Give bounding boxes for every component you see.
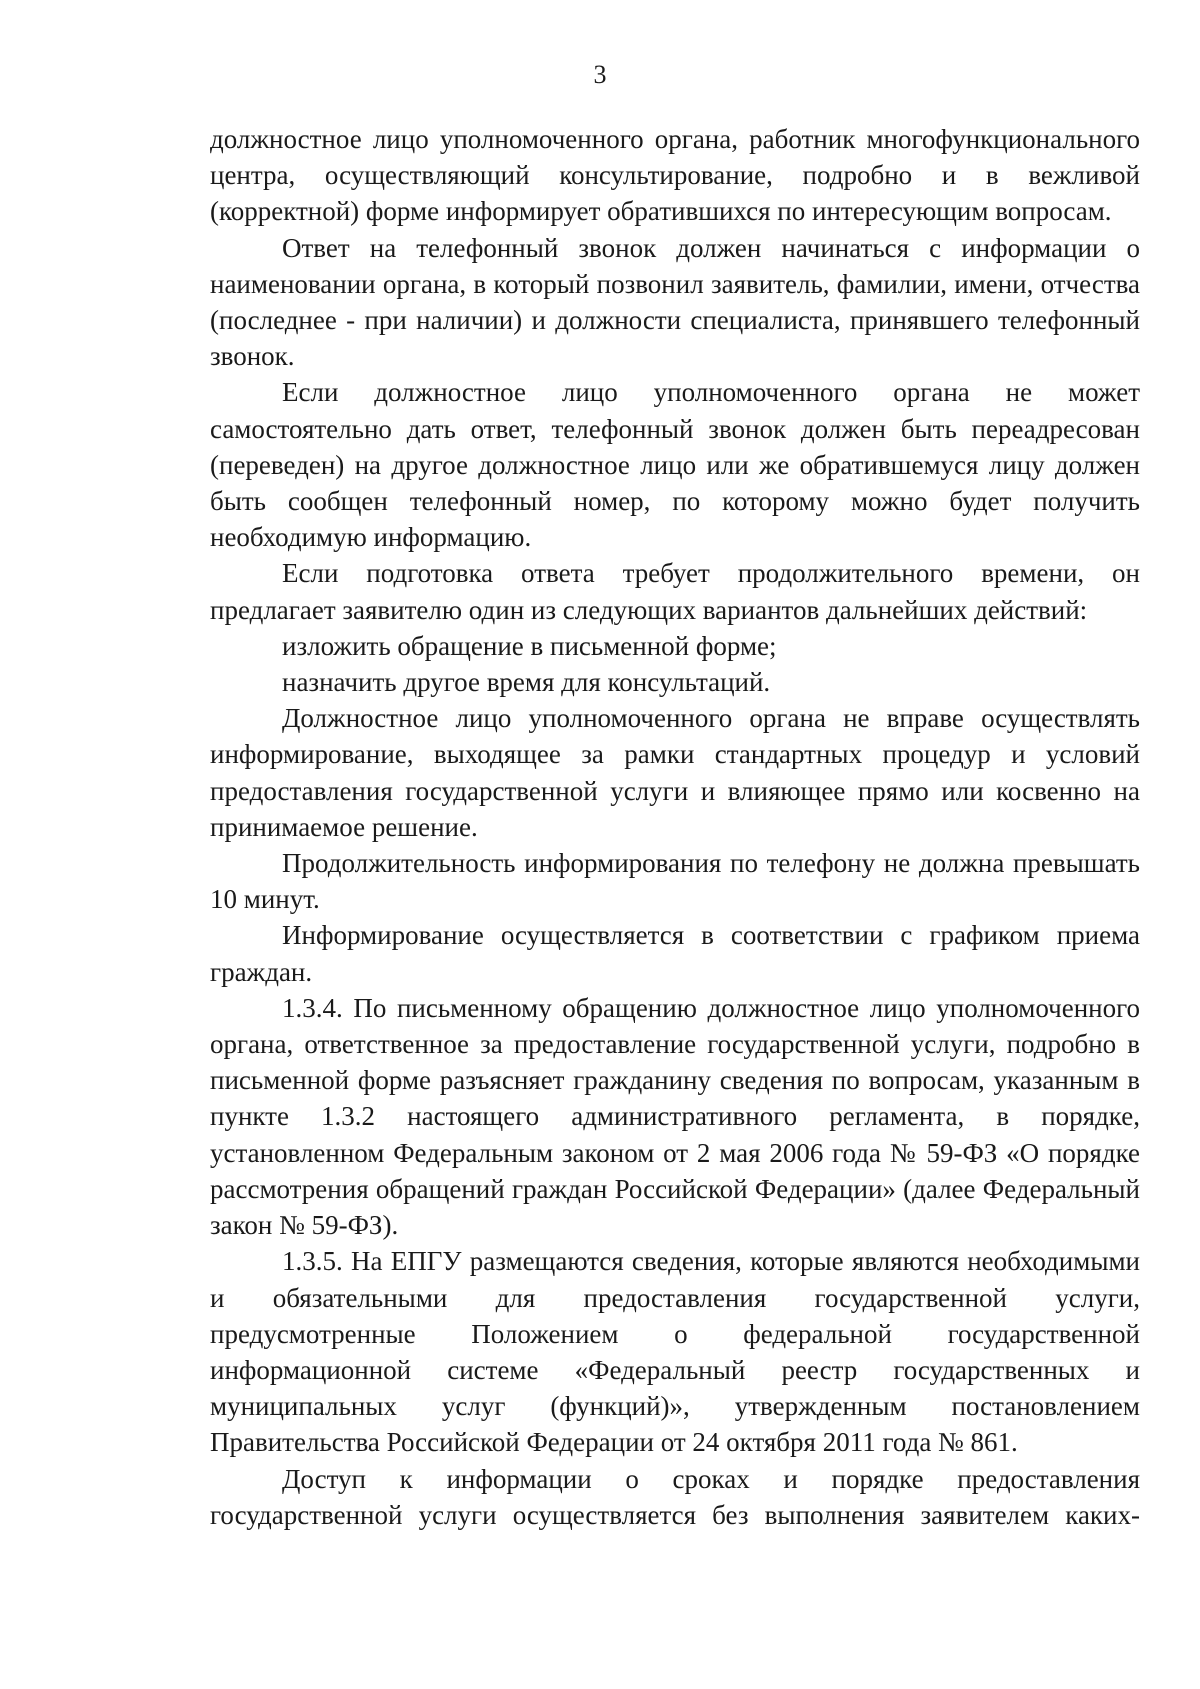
paragraph-section-1-3-5: 1.3.5. На ЕПГУ размещаются сведения, которые являются необходимыми и обязательными для предоставления государственной услуги, предусмотренные Положением о федеральной государственной информационной системе «Федеральный реестр государственных и муниципальных услуг (функций)», утвержденным постановлением Правительства Российской Федерации от 24 октября 2011 года № 861.: [210, 1246, 1140, 1458]
paragraph-phone-answer: Ответ на телефонный звонок должен начинаться с информации о наименовании органа, в который позвонил заявитель, фамилии, имени, отчества (последнее - при наличии) и должности специалиста, принявшего телефонный звонок.: [210, 232, 1140, 372]
list-item-other-time: назначить другое время для консультаций.: [282, 667, 771, 698]
page-number: 3: [593, 60, 607, 89]
paragraph-long-preparation: Если подготовка ответа требует продолжительного времени, он предлагает заявителю один из следующих вариантов дальнейших действий:: [210, 558, 1140, 625]
paragraph-consultant-informs: должностное лицо уполномоченного органа, работник многофункционального центра, осуществляющий консультирование, подробно и в вежливой (корректной) форме информирует обратившихся по интересующим вопросам.: [210, 124, 1140, 227]
paragraph-schedule: Информирование осуществляется в соответствии с графиком приема граждан.: [210, 920, 1140, 987]
paragraph-duration: Продолжительность информирования по телефону не должна превышать 10 минут.: [210, 848, 1140, 915]
document-body: [210, 121, 1140, 1533]
paragraph-call-redirect: Если должностное лицо уполномоченного органа не может самостоятельно дать ответ, телефонный звонок должен быть переадресован (переведен) на другое должностное лицо или же обратившемуся лицу должен быть сообщен телефонный номер, по которому можно будет получить необходимую информацию.: [210, 377, 1140, 553]
paragraph-not-entitled: Должностное лицо уполномоченного органа не вправе осуществлять информирование, выходящее за рамки стандартных процедур и условий предоставления государственной услуги и влияющее прямо или косвенно на принимаемое решение.: [210, 703, 1140, 842]
paragraph-section-1-3-4: 1.3.4. По письменному обращению должностное лицо уполномоченного органа, ответственное за предоставление государственной услуги, подробно в письменной форме разъясняет гражданину сведения по вопросам, указанным в пункте 1.3.2 настоящего административного регламента, в порядке, установленном Федеральным законом от 2 мая 2006 года № 59-ФЗ «О порядке рассмотрения обращений граждан Российской Федерации» (далее Федеральный закон № 59-ФЗ).: [210, 992, 1140, 1241]
list-item-written-form: изложить обращение в письменной форме;: [282, 630, 777, 661]
paragraph-access-info: Доступ к информации о сроках и порядке предоставления государственной услуги осуществляется без выполнения заявителем каких-: [210, 1463, 1140, 1530]
